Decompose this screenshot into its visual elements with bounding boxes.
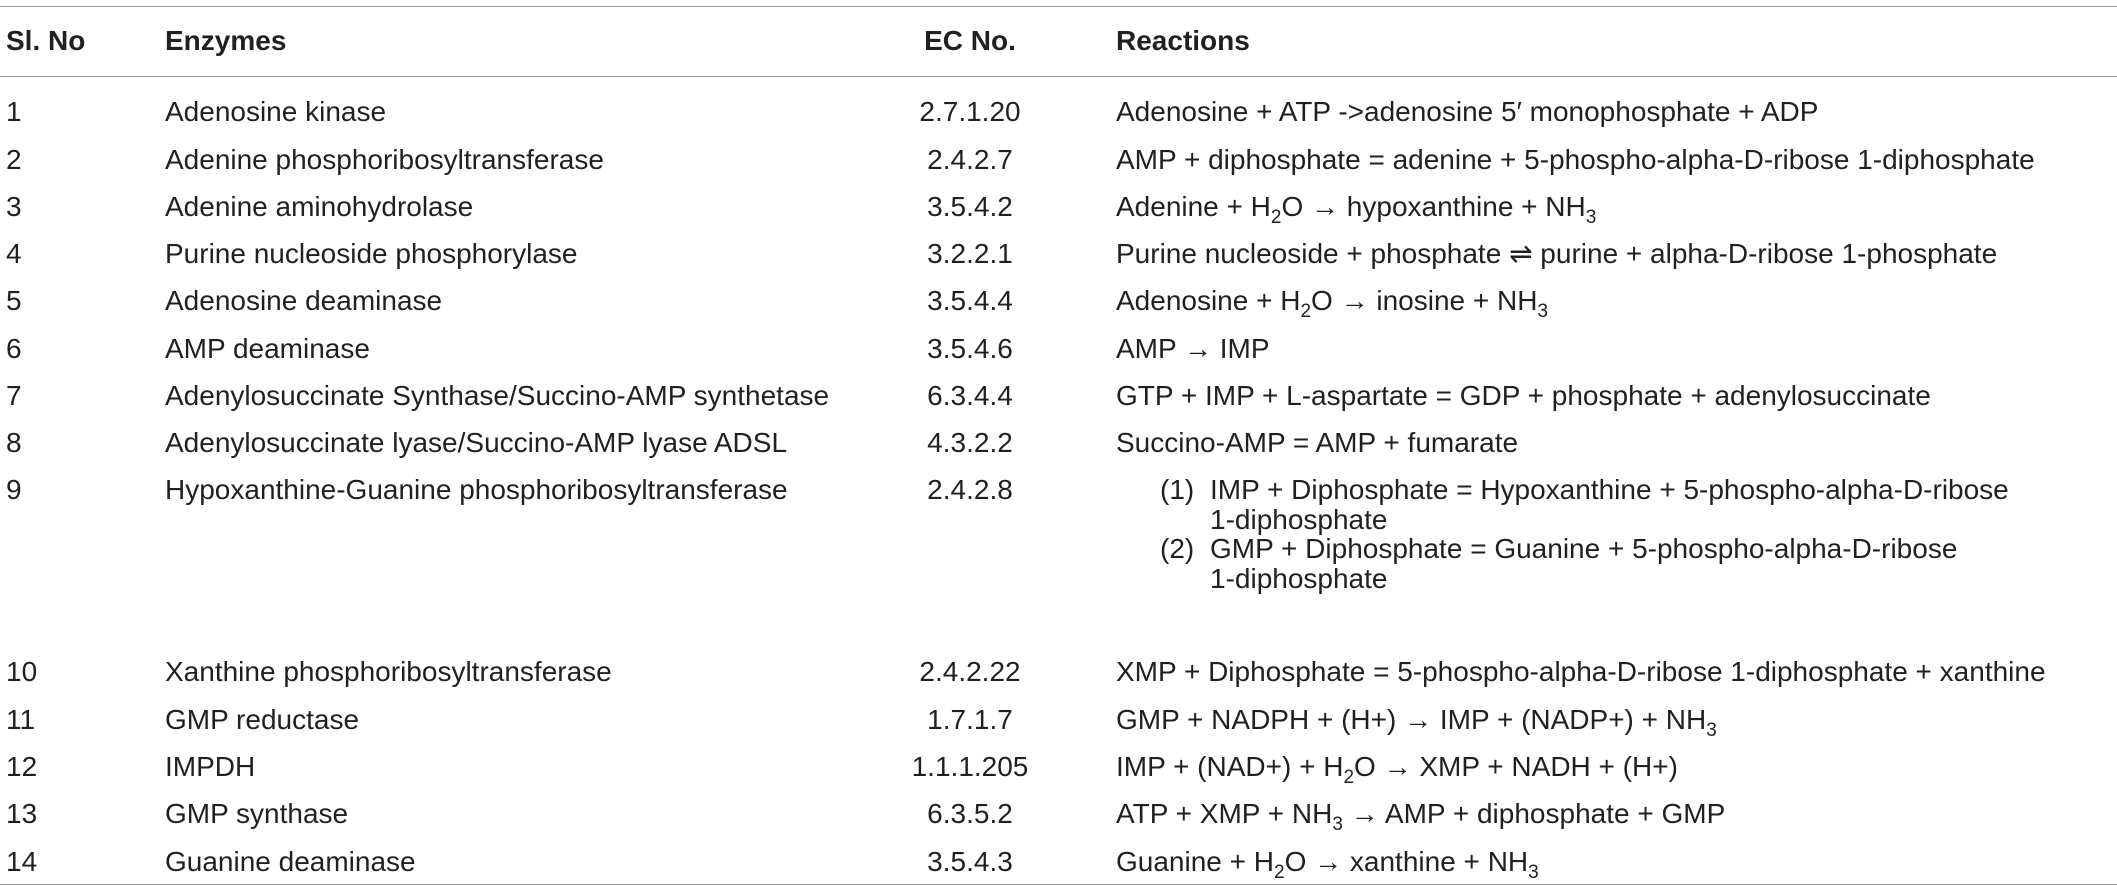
row-reaction: XMP + Diphosphate = 5-phospho-alpha-D-ribose 1-diphosphate + xanthine <box>1116 656 2046 687</box>
row-reaction: AMP → IMP <box>1116 333 1270 364</box>
row-ec-no: 3.2.2.1 <box>927 238 1013 269</box>
reaction-item-line: 1-diphosphate <box>1210 504 1388 535</box>
row-ec-no: 2.4.2.7 <box>927 144 1013 175</box>
row-ec-no: 3.5.4.3 <box>927 846 1013 877</box>
row-ec-no: 4.3.2.2 <box>927 427 1013 458</box>
row-enzyme: AMP deaminase <box>165 333 370 364</box>
row-sl-no: 10 <box>6 656 38 687</box>
row-enzyme: Purine nucleoside phosphorylase <box>165 238 578 269</box>
table-top-rule <box>0 6 2117 7</box>
row-ec-no: 3.5.4.4 <box>927 285 1013 316</box>
row-enzyme: Adenine phosphoribosyltransferase <box>165 144 604 175</box>
row-reaction: AMP + diphosphate = adenine + 5-phospho-alpha-D-ribose 1-diphosphate <box>1116 144 2035 175</box>
row-reaction: ATP + XMP + $NH_3$ → AMP + diphosphate + GMP <box>1116 798 1726 835</box>
row-sl-no: 8 <box>6 427 22 458</box>
row-enzyme: Adenosine deaminase <box>165 285 443 316</box>
row-ec-no: 1.7.1.7 <box>927 704 1013 735</box>
row-ec-no: 3.5.4.6 <box>927 333 1013 364</box>
row-ec-no: 2.7.1.20 <box>919 96 1021 127</box>
row-reaction: GMP + NADPH + (H+) → IMP + (NADP+) + $NH_3$ <box>1116 704 1717 741</box>
row-sl-no: 3 <box>6 191 22 222</box>
row-enzyme: GMP reductase <box>165 704 360 735</box>
row-sl-no: 14 <box>6 846 38 877</box>
row-enzyme: Guanine deaminase <box>165 846 416 877</box>
reaction-item-number: (2) <box>1160 533 1195 564</box>
row-enzyme: Adenylosuccinate lyase/Succino-AMP lyase ADSL <box>165 427 788 458</box>
row-enzyme: Adenylosuccinate Synthase/Succino-AMP synthetase <box>165 380 830 411</box>
row-ec-no: 6.3.4.4 <box>927 380 1013 411</box>
row-reaction: Guanine + $H_2O$ → xanthine + $NH_3$ <box>1116 846 1539 883</box>
row-enzyme: IMPDH <box>165 751 256 782</box>
row-ec-no: 1.1.1.205 <box>911 751 1029 782</box>
row-sl-no: 2 <box>6 144 22 175</box>
row-reaction: GTP + IMP + L-aspartate = GDP + phosphate + adenylosuccinate <box>1116 380 1931 411</box>
row-sl-no: 6 <box>6 333 22 364</box>
reaction-item-number: (1) <box>1160 474 1195 505</box>
reaction-item-line: 1-diphosphate <box>1210 563 1388 594</box>
row-sl-no: 12 <box>6 751 38 782</box>
row-reaction: Adenine + $H_2O$ → hypoxanthine + $NH_3$ <box>1116 191 1597 228</box>
row-enzyme: Adenosine kinase <box>165 96 387 127</box>
row-ec-no: 2.4.2.8 <box>927 474 1013 505</box>
row-enzyme: GMP synthase <box>165 798 349 829</box>
row-ec-no: 3.5.4.2 <box>927 191 1013 222</box>
row-ec-no: 6.3.5.2 <box>927 798 1013 829</box>
row-sl-no: 11 <box>6 704 36 735</box>
reaction-item-line: GMP + Diphosphate = Guanine + 5-phospho-alpha-D-ribose <box>1210 533 1958 564</box>
reaction-item-line: IMP + Diphosphate = Hypoxanthine + 5-phospho-alpha-D-ribose <box>1210 474 2009 505</box>
header-enzymes: Enzymes <box>165 25 287 56</box>
row-reaction: Adenosine + $H_2O \to inosine + NH_3$ <box>1116 285 1549 322</box>
row-reaction: Purine nucleoside + phosphate ⇌ purine + alpha-D-ribose 1-phosphate <box>1116 238 1998 269</box>
table-bottom-rule <box>0 884 2117 885</box>
row-sl-no: 9 <box>6 474 22 505</box>
header-reactions: Reactions <box>1116 25 1250 56</box>
row-ec-no: 2.4.2.22 <box>919 656 1021 687</box>
row-enzyme: Hypoxanthine-Guanine phosphoribosyltransferase <box>165 474 788 505</box>
row-enzyme: Xanthine phosphoribosyltransferase <box>165 656 612 687</box>
row-sl-no: 13 <box>6 798 38 829</box>
header-sl-no: Sl. No <box>6 25 86 56</box>
row-sl-no: 7 <box>6 380 22 411</box>
row-sl-no: 5 <box>6 285 22 316</box>
header-rule <box>0 76 2117 77</box>
row-reaction: Succino-AMP = AMP + fumarate <box>1116 427 1519 458</box>
row-reaction: IMP + $(NAD+) + H_2O$ → XMP + NADH + (H+) <box>1116 751 1678 788</box>
row-enzyme: Adenine aminohydrolase <box>165 191 474 222</box>
row-sl-no: 4 <box>6 238 22 269</box>
row-sl-no: 1 <box>6 96 22 127</box>
header-ec-no: EC No. <box>924 25 1016 56</box>
row-reaction: Adenosine + ATP ->adenosine 5′ monophosphate + ADP <box>1116 96 1819 127</box>
